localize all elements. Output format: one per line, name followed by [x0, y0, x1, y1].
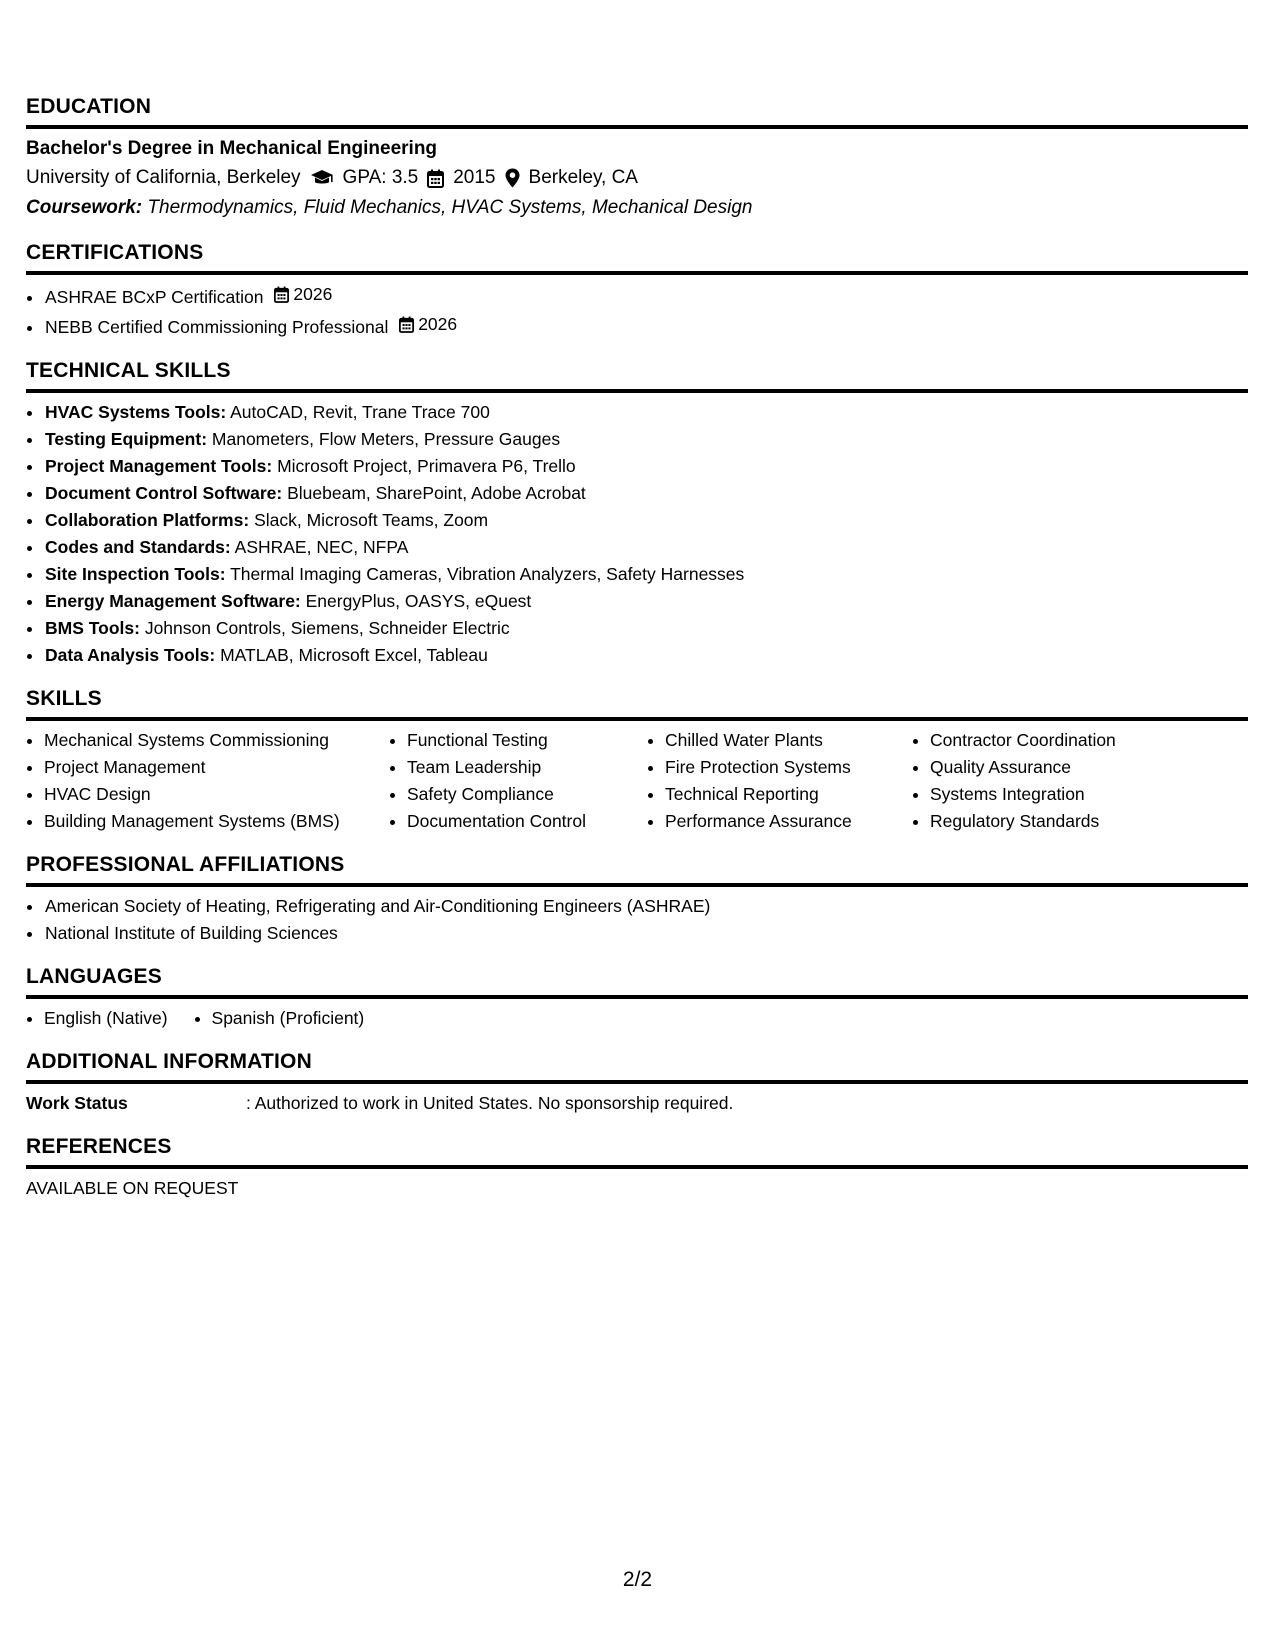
skill-item: • HVAC Design: [44, 781, 389, 808]
affiliation-item: • National Institute of Building Sciences: [44, 920, 1248, 947]
technical-skill-item: [44, 534, 1248, 561]
certification-year: 2026: [418, 314, 458, 334]
certification-item: [44, 311, 1248, 341]
technical-skill-item: [44, 642, 1248, 669]
technical-skills-section: [26, 359, 1248, 669]
skills-column: [912, 727, 1230, 835]
skills-column: [26, 727, 389, 835]
references-text: AVAILABLE ON REQUEST: [26, 1178, 239, 1198]
skills-grid: [26, 727, 1248, 835]
technical-skill-label: Data Analysis Tools:: [45, 645, 216, 665]
technical-skill-label: Site Inspection Tools:: [45, 564, 226, 584]
gpa: GPA: 3.5: [342, 167, 419, 188]
map-pin-icon: [505, 168, 520, 188]
additional-info-section: [26, 1050, 1248, 1117]
skills-column: [647, 727, 912, 835]
skill-item: • Project Management: [44, 754, 389, 781]
education-section: [26, 95, 1248, 223]
technical-skill-value: Slack, Microsoft Teams, Zoom: [254, 510, 489, 530]
skill-item: • Mechanical Systems Commissioning: [44, 727, 389, 754]
skill-item: • Team Leadership: [407, 754, 647, 781]
section-heading-references: REFERENCES: [26, 1135, 1248, 1169]
certification-name: NEBB Certified Commissioning Professional: [45, 317, 389, 337]
skill-item: • Contractor Coordination: [930, 727, 1230, 754]
coursework: [26, 193, 1248, 223]
technical-skill-label: Energy Management Software:: [45, 591, 301, 611]
resume-page: [26, 95, 1248, 1220]
certification-year: 2026: [293, 284, 333, 304]
section-heading-education: EDUCATION: [26, 95, 1248, 129]
affiliations-list: [26, 893, 1248, 947]
affiliations-section: [26, 853, 1248, 947]
school-location: Berkeley, CA: [528, 167, 638, 188]
section-heading-certifications: CERTIFICATIONS: [26, 241, 1248, 275]
section-heading-skills: SKILLS: [26, 687, 1248, 721]
skill-item: • Fire Protection Systems: [665, 754, 912, 781]
education-details: [26, 163, 1248, 193]
school-name: University of California, Berkeley: [26, 167, 301, 188]
skill-item: • Functional Testing: [407, 727, 647, 754]
section-heading-technical-skills: TECHNICAL SKILLS: [26, 359, 1248, 393]
certification-date: [274, 281, 332, 308]
calendar-icon: [399, 316, 414, 333]
technical-skill-label: Document Control Software:: [45, 483, 283, 503]
calendar-icon: [274, 286, 289, 303]
technical-skill-value: Thermal Imaging Cameras, Vibration Analyzers, Safety Harnesses: [230, 564, 745, 584]
coursework-list: Thermodynamics, Fluid Mechanics, HVAC Systems, Mechanical Design: [147, 197, 753, 218]
language-item: • English (Native): [44, 1005, 168, 1032]
skill-item: • Quality Assurance: [930, 754, 1230, 781]
section-heading-additional-info: ADDITIONAL INFORMATION: [26, 1050, 1248, 1084]
technical-skill-value: EnergyPlus, OASYS, eQuest: [305, 591, 532, 611]
technical-skill-value: Bluebeam, SharePoint, Adobe Acrobat: [287, 483, 586, 503]
technical-skill-value: Johnson Controls, Siemens, Schneider Electric: [144, 618, 510, 638]
certification-list: [26, 281, 1248, 341]
calendar-icon: [427, 169, 444, 188]
coursework-label: Coursework:: [26, 197, 143, 218]
degree-title: Bachelor's Degree in Mechanical Engineering: [26, 138, 438, 159]
technical-skill-item: [44, 615, 1248, 642]
skills-column: [389, 727, 647, 835]
references-section: [26, 1135, 1248, 1202]
technical-skill-value: Manometers, Flow Meters, Pressure Gauges: [211, 429, 561, 449]
skill-item: • Chilled Water Plants: [665, 727, 912, 754]
technical-skill-item: [44, 399, 1248, 426]
technical-skill-label: HVAC Systems Tools:: [45, 402, 227, 422]
graduation-cap-icon: [310, 169, 334, 187]
technical-skill-value: Microsoft Project, Primavera P6, Trello: [277, 456, 576, 476]
technical-skill-label: Project Management Tools:: [45, 456, 273, 476]
technical-skill-label: Codes and Standards:: [45, 537, 231, 557]
section-heading-affiliations: PROFESSIONAL AFFILIATIONS: [26, 853, 1248, 887]
skills-section: [26, 687, 1248, 835]
technical-skill-label: Testing Equipment:: [45, 429, 208, 449]
language-item: • Spanish (Proficient): [212, 1005, 365, 1032]
section-heading-languages: LANGUAGES: [26, 965, 1248, 999]
certification-item: [44, 281, 1248, 311]
technical-skill-value: AutoCAD, Revit, Trane Trace 700: [230, 402, 490, 422]
work-status-row: [26, 1090, 1248, 1117]
technical-skill-item: [44, 507, 1248, 534]
skill-item: • Regulatory Standards: [930, 808, 1230, 835]
skill-item: • Systems Integration: [930, 781, 1230, 808]
language-column: [194, 1005, 365, 1032]
technical-skill-label: Collaboration Platforms:: [45, 510, 250, 530]
affiliation-item: • American Society of Heating, Refrigerating and Air-Conditioning Engineers (ASHRAE): [44, 893, 1248, 920]
certification-name: ASHRAE BCxP Certification: [45, 287, 264, 307]
technical-skill-value: ASHRAE, NEC, NFPA: [234, 537, 409, 557]
certification-date: [399, 311, 457, 338]
technical-skill-item: [44, 453, 1248, 480]
technical-skill-item: [44, 588, 1248, 615]
languages-section: [26, 965, 1248, 1032]
work-status-value: : Authorized to work in United States. No sponsorship required.: [246, 1093, 734, 1113]
graduation-year: 2015: [453, 167, 496, 188]
work-status-label: Work Status: [26, 1093, 128, 1113]
skill-item: • Technical Reporting: [665, 781, 912, 808]
languages-list: [26, 1005, 1248, 1032]
technical-skill-item: [44, 480, 1248, 507]
certifications-section: [26, 241, 1248, 341]
skill-item: • Safety Compliance: [407, 781, 647, 808]
skill-item: • Performance Assurance: [665, 808, 912, 835]
technical-skill-item: [44, 561, 1248, 588]
technical-skills-list: [26, 399, 1248, 669]
skill-item: • Documentation Control: [407, 808, 647, 835]
technical-skill-item: [44, 426, 1248, 453]
skill-item: • Building Management Systems (BMS): [44, 808, 389, 835]
language-column: [26, 1005, 168, 1032]
technical-skill-label: BMS Tools:: [45, 618, 140, 638]
page-number: 2/2: [622, 1568, 653, 1591]
technical-skill-value: MATLAB, Microsoft Excel, Tableau: [220, 645, 488, 665]
